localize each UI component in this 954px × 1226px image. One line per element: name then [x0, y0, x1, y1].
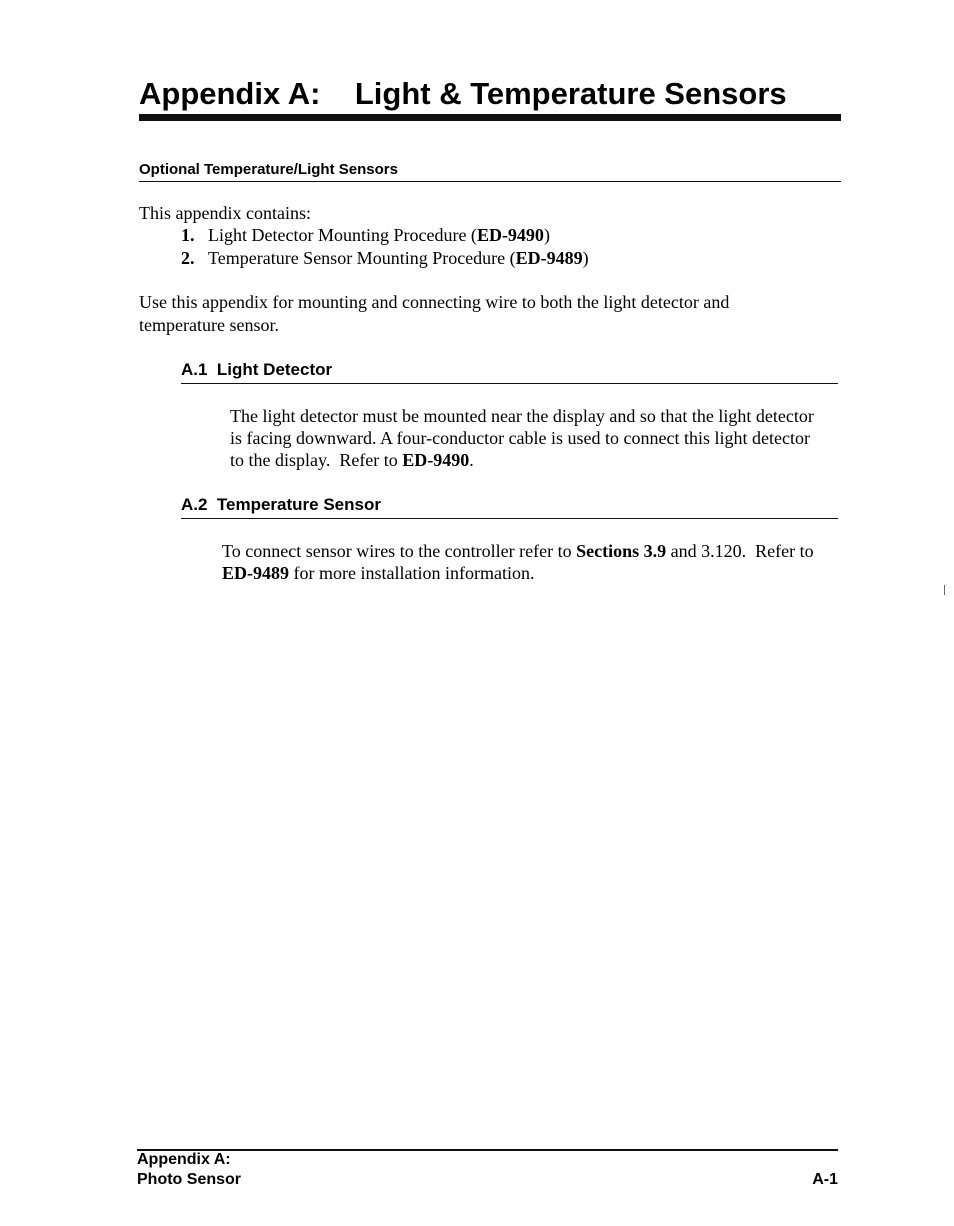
a2-rule — [181, 518, 838, 519]
title-bar — [139, 114, 841, 121]
list-ref: ED-9489 — [515, 248, 583, 268]
a1-rule — [181, 383, 838, 384]
a1-text: to the display. Refer to — [230, 450, 403, 470]
footer-rule — [137, 1149, 838, 1151]
a2-text: and 3.120. Refer to — [666, 541, 814, 561]
page-title: Appendix A: Light & Temperature Sensors — [139, 76, 787, 111]
a2-text: for more installation information. — [289, 563, 535, 583]
a1-paragraph-line — [230, 449, 474, 471]
list-text: Light Detector Mounting Procedure ( — [208, 225, 477, 245]
list-item: 1. — [181, 225, 195, 245]
list-close: ) — [543, 225, 550, 245]
usage-paragraph-line: temperature sensor. — [139, 315, 279, 335]
footer-chapter: Appendix A: — [137, 1151, 231, 1168]
footer-section: Photo Sensor — [137, 1171, 242, 1188]
a2-text: To connect sensor wires to the controller refer to — [222, 541, 577, 561]
section-rule — [139, 181, 841, 182]
list-number: 2 — [181, 248, 190, 268]
list-item-text — [208, 224, 550, 246]
a1-paragraph-line: is facing downward. A four-conductor cable is used to connect this light detector — [230, 428, 810, 448]
a2-ref: ED-9489 — [222, 563, 289, 583]
list-item-text — [208, 247, 589, 269]
intro-text: This appendix contains: — [139, 203, 311, 223]
list-item: 2. — [181, 248, 195, 268]
usage-paragraph-line: Use this appendix for mounting and connecting wire to both the light detector and — [139, 292, 730, 312]
a2-paragraph-line — [222, 540, 814, 562]
section-heading: Optional Temperature/Light Sensors — [139, 161, 398, 178]
list-number: 1 — [181, 225, 190, 245]
scan-mark — [944, 585, 945, 595]
a1-heading: A.1 Light Detector — [181, 360, 333, 379]
a2-sections-ref: Sections 3.9 — [576, 541, 667, 561]
a2-heading: A.2 Temperature Sensor — [181, 495, 381, 514]
a1-ref: ED-9490 — [402, 450, 470, 470]
list-text: Temperature Sensor Mounting Procedure ( — [208, 248, 516, 268]
page-number: A-1 — [812, 1171, 838, 1188]
list-ref: ED-9490 — [476, 225, 544, 245]
a2-paragraph-line — [222, 562, 534, 584]
a1-paragraph-line: The light detector must be mounted near the display and so that the light detector — [230, 406, 814, 426]
a1-end: . — [469, 450, 474, 470]
list-close: ) — [582, 248, 589, 268]
